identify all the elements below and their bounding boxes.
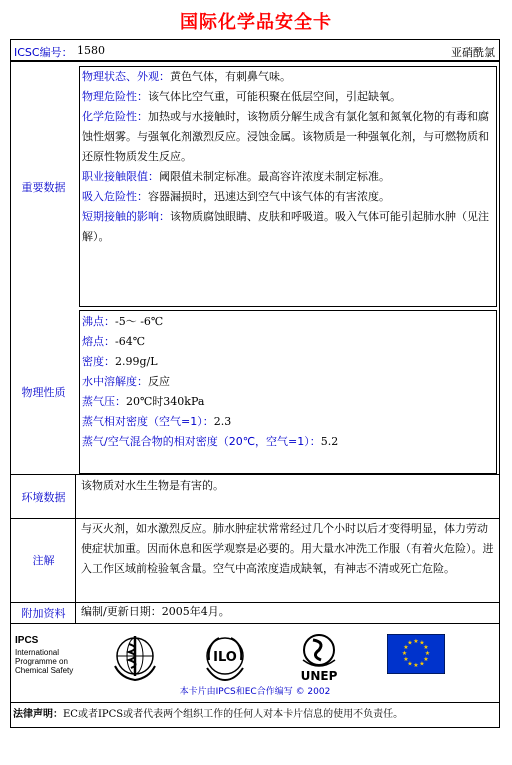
svg-text:ILO: ILO [213, 650, 237, 665]
section-label-notes: 注解 [32, 554, 55, 567]
legal-statement [13, 705, 497, 720]
notes-text: 与灭火剂，如水激烈反应。肺水肿症状常常经过几个小时以后才变得明显，体力劳动使症状加重。因而休息和医学观察是必要的。用大量水冲洗工作服（有着火危险）。进入工作区域前检验氧含量。空气中高浓度造成缺氧，有神志不清或死亡危险。 [81, 522, 494, 575]
ipcs-logo-text: IPCS International Programme on Chemical Safety [15, 635, 74, 675]
cooperation-note: 本卡片由IPCS和EC合作编写 © 2002 [179, 687, 331, 697]
physical-item: 蒸气相对密度（空气=1）：2.3 [82, 415, 232, 428]
svg-text:★: ★ [403, 656, 409, 663]
icsc-header [10, 39, 500, 61]
divider [75, 602, 76, 623]
svg-text:★: ★ [413, 662, 419, 669]
legal-text: EC或者IPCS或者代表两个组织工作的任何人对本卡片信息的使用不负责任。 [63, 709, 404, 720]
who-logo-icon [109, 630, 161, 682]
icsc-number: 1580 [77, 44, 105, 57]
divider [10, 623, 500, 624]
environment-text: 该物质对水生生物是有害的。 [81, 479, 224, 492]
physical-item: 沸点：-5～ -6℃ [82, 315, 164, 328]
important-item: 职业接触限值：阈限值未制定标准。最高容许浓度未制定标准。 [82, 170, 390, 183]
icsc-label: ICSC编号： [14, 46, 73, 59]
svg-text:★: ★ [401, 650, 408, 657]
svg-text:★: ★ [407, 639, 413, 647]
svg-text:UNEP: UNEP [300, 669, 338, 683]
physical-item: 蒸气/空气混合物的相对密度（20℃，空气=1）：5.2 [82, 435, 339, 448]
physical-item: 水中溶解度：反应 [82, 375, 170, 388]
unep-logo-icon [289, 630, 349, 686]
section-label-important: 重要数据 [21, 180, 66, 194]
svg-text:★: ★ [407, 660, 413, 668]
eu-flag-icon [387, 634, 445, 674]
svg-text:★: ★ [419, 660, 425, 668]
ilo-logo-icon [199, 630, 251, 682]
svg-text:★: ★ [419, 639, 425, 647]
divider [75, 474, 76, 518]
svg-text:★: ★ [413, 638, 419, 645]
divider [10, 702, 500, 703]
svg-text:★: ★ [423, 644, 429, 651]
divider [75, 518, 76, 602]
important-data-box [79, 66, 497, 307]
important-item: 短期接触的影响：该物质腐蚀眼睛、皮肤和呼吸道。吸入气体可能引起肺水肿（见注解）。 [82, 210, 489, 243]
legal-label: 法律声明： [13, 709, 63, 720]
divider [10, 474, 500, 475]
chemical-name: 亚硝酰氯 [451, 46, 495, 59]
physical-item: 密度：2.99g/L [82, 355, 158, 368]
footer-logos [13, 630, 497, 700]
card-title: 国际化学品安全卡 [180, 12, 332, 33]
physical-data-box [79, 310, 497, 474]
important-item: 物理状态、外观：黄色气体，有刺鼻气味。 [82, 70, 291, 83]
section-label-additional: 附加资料 [21, 606, 66, 620]
section-label-environment: 环境数据 [21, 491, 66, 504]
important-item: 化学危险性：加热或与水接触时，该物质分解生成含有氯化氢和氮氧化物的有毒和腐蚀性烟雾。与强氧化剂激烈反应。浸蚀金属。该物质是一种强氧化剂，与可燃物质和还原性物质发生反应。 [82, 110, 489, 163]
svg-text:★: ★ [423, 656, 429, 663]
important-item: 物理危险性：该气体比空气重，可能积聚在低层空间，引起缺氧。 [82, 90, 401, 103]
svg-text:★: ★ [424, 650, 431, 657]
physical-item: 熔点：-64℃ [82, 335, 146, 348]
physical-item: 蒸气压：20℃时340kPa [82, 395, 205, 408]
additional-text: 编制/更新日期：2005年4月。 [81, 605, 230, 618]
important-item: 吸入危险性：容器漏损时，迅速达到空气中该气体的有害浓度。 [82, 190, 390, 203]
svg-text:★: ★ [403, 644, 409, 651]
section-label-physical: 物理性质 [21, 386, 66, 399]
